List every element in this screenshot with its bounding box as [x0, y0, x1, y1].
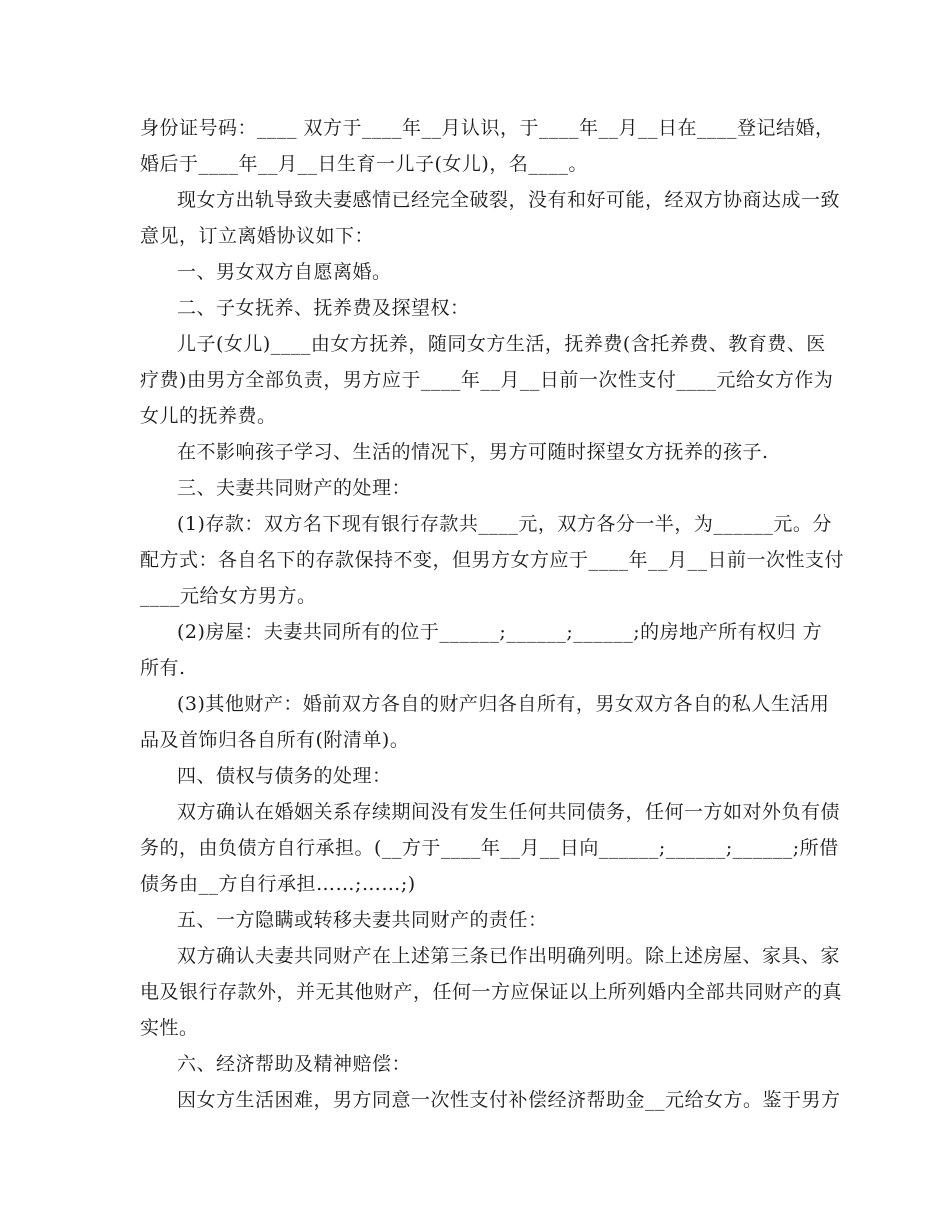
text-line: 双方确认在婚姻关系存续期间没有发生任何共同债务，任何一方如对外负有债 [177, 801, 841, 823]
text-line: 电及银行存款外，并无其他财产，任何一方应保证以上所列婚内全部共同财产的真 [140, 981, 843, 1003]
text-line: 在不影响孩子学习、生活的情况下，男方可随时探望女方抚养的孩子. [177, 441, 769, 463]
text-line: 双方确认夫妻共同财产在上述第三条已作出明确列明。除上述房屋、家具、家 [177, 945, 841, 967]
text-line: ____元给女方男方。 [140, 585, 317, 607]
text-line: 因女方生活困难，男方同意一次性支付补偿经济帮助金__元给女方。鉴于男方 [177, 1089, 841, 1111]
text-line: 务的，由负债方自行承担。(__方于____年__月__日向______;______;______;所借 [140, 837, 839, 859]
section-heading: 一、男女双方自愿离婚。 [177, 261, 392, 283]
text-line: 债务由__方自行承担……;……;) [140, 873, 416, 895]
text-line: 实性。 [140, 1017, 199, 1039]
text-line: 品及首饰归各自所有(附清单)。 [140, 729, 410, 751]
text-line: (1)存款：双方名下现有银行存款共____元，双方各分一半，为______元。分 [177, 513, 832, 535]
section-heading: 五、一方隐瞒或转移夫妻共同财产的责任： [177, 909, 548, 931]
section-heading: 六、经济帮助及精神赔偿： [177, 1053, 412, 1075]
text-line: 意见，订立离婚协议如下： [140, 225, 375, 247]
text-line: 婚后于____年__月__日生育一儿子(女儿)，名____。 [140, 153, 588, 175]
text-line: (2)房屋：夫妻共同所有的位于______;______;______;的房地产所有权归 方 [177, 621, 823, 643]
text-line: 女儿的抚养费。 [140, 405, 277, 427]
text-line: (3)其他财产：婚前双方各自的财产归各自所有，男女双方各自的私人生活用 [177, 693, 830, 715]
section-heading: 四、债权与债务的处理： [177, 765, 392, 787]
text-line: 身份证号码：____ 双方于____年__月认识，于____年__月__日在____登记结婚， [140, 117, 835, 139]
document-body [140, 110, 845, 1118]
text-line: 儿子(女儿)____由女方抚养，随同女方生活，抚养费(含托养费、教育费、医 [177, 333, 826, 355]
text-line: 疗费)由男方全部负责，男方应于____年__月__日前一次性支付____元给女方作为 [140, 369, 834, 391]
section-heading: 二、子女抚养、抚养费及探望权： [177, 297, 470, 319]
section-heading: 三、夫妻共同财产的处理： [177, 477, 412, 499]
text-line: 现女方出轨导致夫妻感情已经完全破裂，没有和好可能，经双方协商达成一致 [177, 189, 841, 211]
text-line: 所有. [140, 657, 186, 679]
text-line: 配方式：各自名下的存款保持不变，但男方女方应于____年__月__日前一次性支付 [140, 549, 845, 571]
